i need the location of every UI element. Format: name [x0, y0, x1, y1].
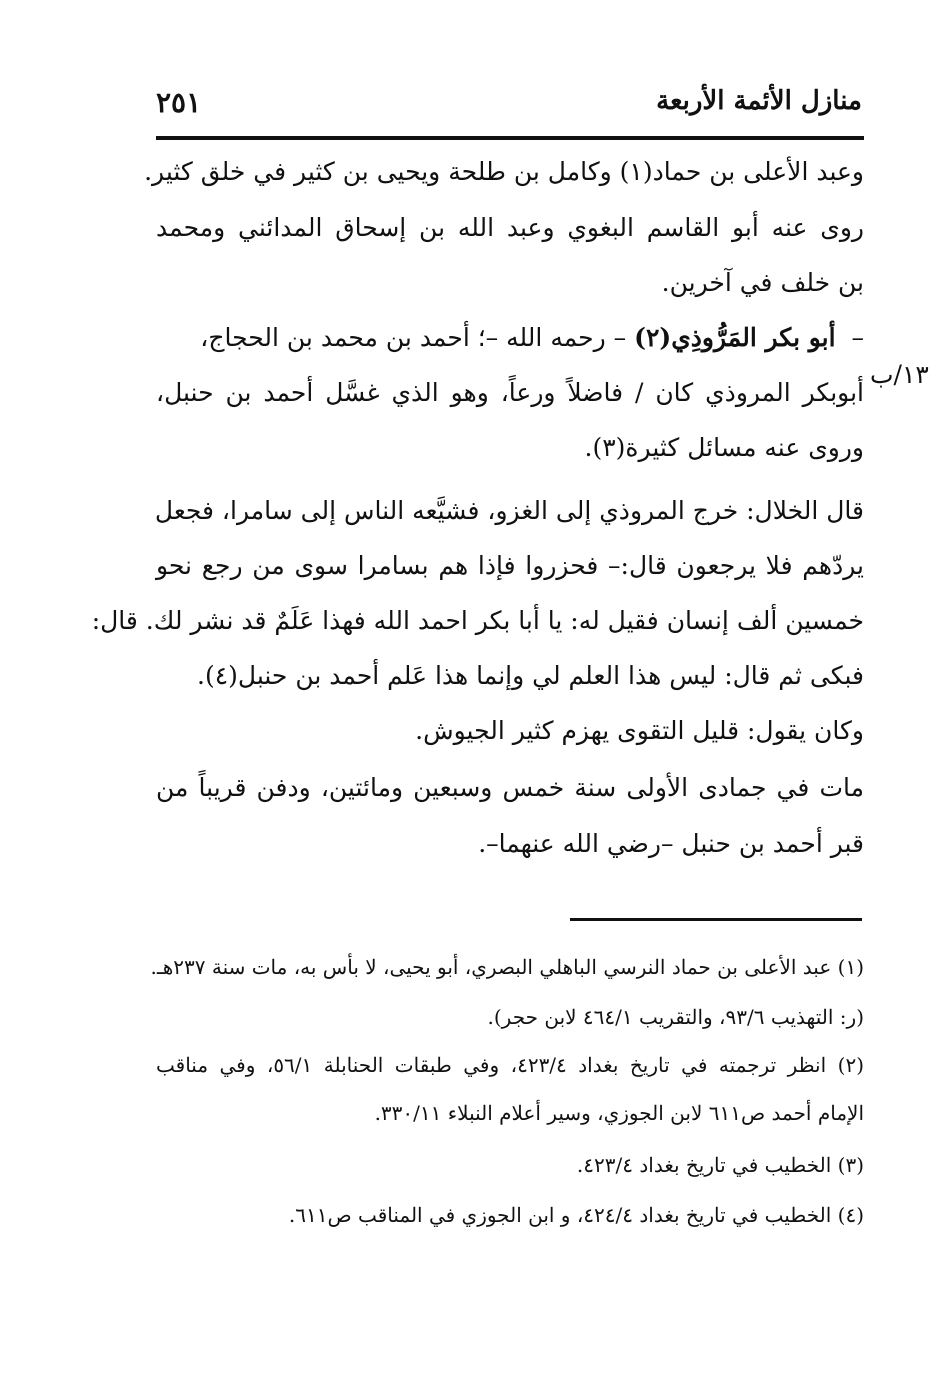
body-line: يردّهم فلا يرجعون قال:– فحزروا فإذا هم بسامرا سوى من رجع نحو	[156, 551, 864, 580]
footnote-separator	[570, 918, 862, 921]
body-line: قبر أحمد بن حنبل –رضي الله عنهما–.	[478, 829, 864, 858]
entry-dash: –	[835, 323, 864, 352]
body-line: أبوبكر المروذي كان / فاضلاً ورعاً، وهو الذي غسَّل أحمد بن حنبل،	[156, 378, 864, 407]
footnote-line: (٢) انظر ترجمته في تاريخ بغداد ٤٢٣/٤، وفي طبقات الحنابلة ٥٦/١، وفي مناقب	[156, 1053, 864, 1077]
running-title: منازل الأئمة الأربعة	[656, 86, 862, 116]
body-line: فبكى ثم قال: ليس هذا العلم لي وإنما هذا عَلم أحمد بن حنبل(٤).	[197, 661, 864, 690]
entry-heading-line	[156, 320, 864, 356]
entry-heading-rest: – رحمه الله –؛ أحمد بن محمد بن الحجاج،	[200, 323, 627, 352]
footnote-line: (٤) الخطيب في تاريخ بغداد ٤٢٤/٤، و ابن الجوزي في المناقب ص٦١١.	[288, 1203, 864, 1227]
body-line: وروى عنه مسائل كثيرة(٣).	[584, 433, 864, 462]
header-rule	[156, 136, 864, 140]
body-line: خمسين ألف إنسان فقيل له: يا أبا بكر احمد الله فهذا عَلَمٌ قد نشر لك. قال:	[91, 606, 864, 635]
body-line: مات في جمادى الأولى سنة خمس وسبعين ومائتين، ودفن قريباً من	[156, 773, 864, 802]
body-line: بن خلف في آخرين.	[661, 268, 864, 297]
footnote-line: (١) عبد الأعلى بن حماد النرسي الباهلي البصري، أبو يحيى، لا بأس به، مات سنة ٢٣٧هـ.	[150, 955, 864, 979]
body-line: وكان يقول: قليل التقوى يهزم كثير الجيوش.	[415, 716, 864, 745]
footnote-line: (٣) الخطيب في تاريخ بغداد ٤٢٣/٤.	[576, 1153, 864, 1177]
page-number: ٢٥١	[156, 86, 202, 119]
footnote-line: (ر: التهذيب ٩٣/٦، والتقريب ٤٦٤/١ لابن حجر).	[487, 1005, 864, 1029]
body-line: وعبد الأعلى بن حماد(١) وكامل بن طلحة ويحيى بن كثير في خلق كثير.	[144, 157, 864, 186]
entry-name: أبو بكر المَرُّوذِي(٢)	[634, 323, 836, 352]
body-line: روى عنه أبو القاسم البغوي وعبد الله بن إسحاق المدائني ومحمد	[156, 213, 864, 242]
body-line: قال الخلال: خرج المروذي إلى الغزو، فشيَّعه الناس إلى سامرا، فجعل	[154, 496, 864, 525]
footnote-line: الإمام أحمد ص٦١١ لابن الجوزي، وسير أعلام النبلاء ٣٣٠/١١.	[374, 1101, 864, 1125]
manuscript-folio-marker: ١٣/ب	[870, 360, 929, 389]
